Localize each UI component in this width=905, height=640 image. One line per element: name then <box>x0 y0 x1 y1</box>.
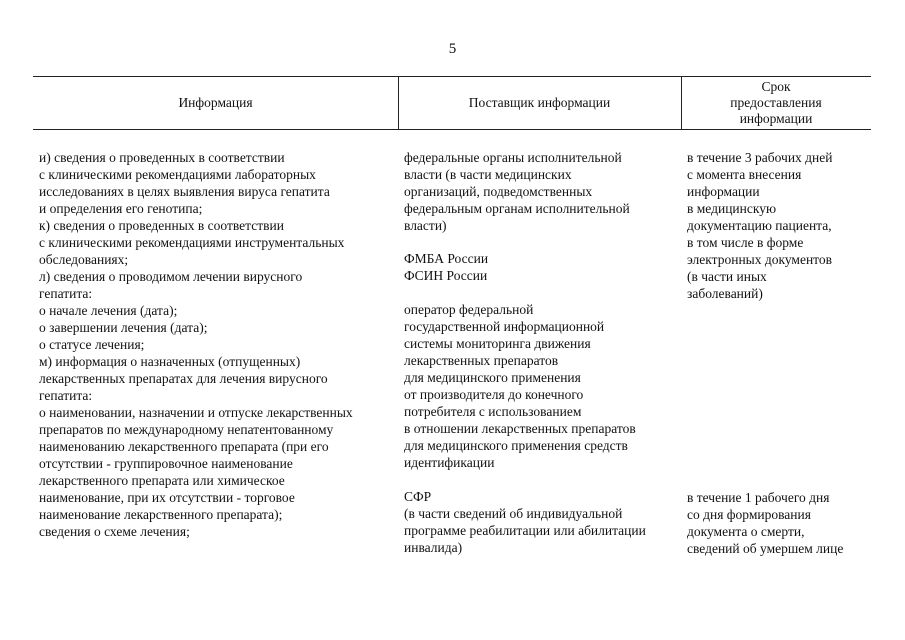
header-supplier-label: Поставщик информации <box>468 94 611 110</box>
page-number: 5 <box>448 41 457 57</box>
term-1-day: в течение 1 рабочего дня со дня формирования документа о смерти, сведений об умершем лице <box>687 490 844 556</box>
header-bottom-rule <box>33 129 871 130</box>
header-supplier <box>398 76 681 129</box>
header-info <box>33 76 398 129</box>
header-info-label: Информация <box>178 94 253 110</box>
info-column <box>39 149 397 540</box>
supplier-monitoring-operator: оператор федеральной государственной информационной системы мониторинга движения лекарственных препаратов для медицинского применения от производителя до конечного потребителя с использованием в отношении лекарственных препаратов для медицинского применения средств идентификации <box>404 302 636 470</box>
header-term-label: Срок предоставления информации <box>730 78 822 126</box>
supplier-fmba-fsin: ФМБА России ФСИН России <box>404 251 489 283</box>
header-term <box>681 76 871 129</box>
supplier-sfr: СФР (в части сведений об индивидуальной программе реабилитации или абилитации инвалида) <box>404 489 646 555</box>
info-text: и) сведения о проведенных в соответствии с клиническими рекомендациями лабораторных исследованиях в целях выявления вируса гепатита и определения его генотипа; к) сведения о проведенных в соответствии с клиническими рекомендациями инструментальных обследованиях; л) сведения о проводимом лечении вирусного гепатита: о начале лечения (дата); о завершении лечения (дата); о статусе лечения; м) информация о назначенных (отпущенных) лекарственных препаратах для лечения вирусного гепатита: о наименовании, назначении и отпуске лекарственных препаратов по международному непатентованному наименованию лекарственного препарата (при его отсутствии - группировочное наименование лекарственного препарата или химическое наименование, при их отсутствии - торговое наименование лекарственного препарата); сведения о схеме лечения; <box>39 150 353 539</box>
term-3-days: в течение 3 рабочих дней с момента внесения информации в медицинскую документацию пациента, в том числе в форме электронных документов (в части иных заболеваний) <box>687 150 833 301</box>
supplier-federal-bodies: федеральные органы исполнительной власти (в части медицинских организаций, подведомственных федеральным органам исполнительной власти) <box>404 150 630 233</box>
supplier-column <box>404 149 679 556</box>
term-column <box>687 149 869 556</box>
